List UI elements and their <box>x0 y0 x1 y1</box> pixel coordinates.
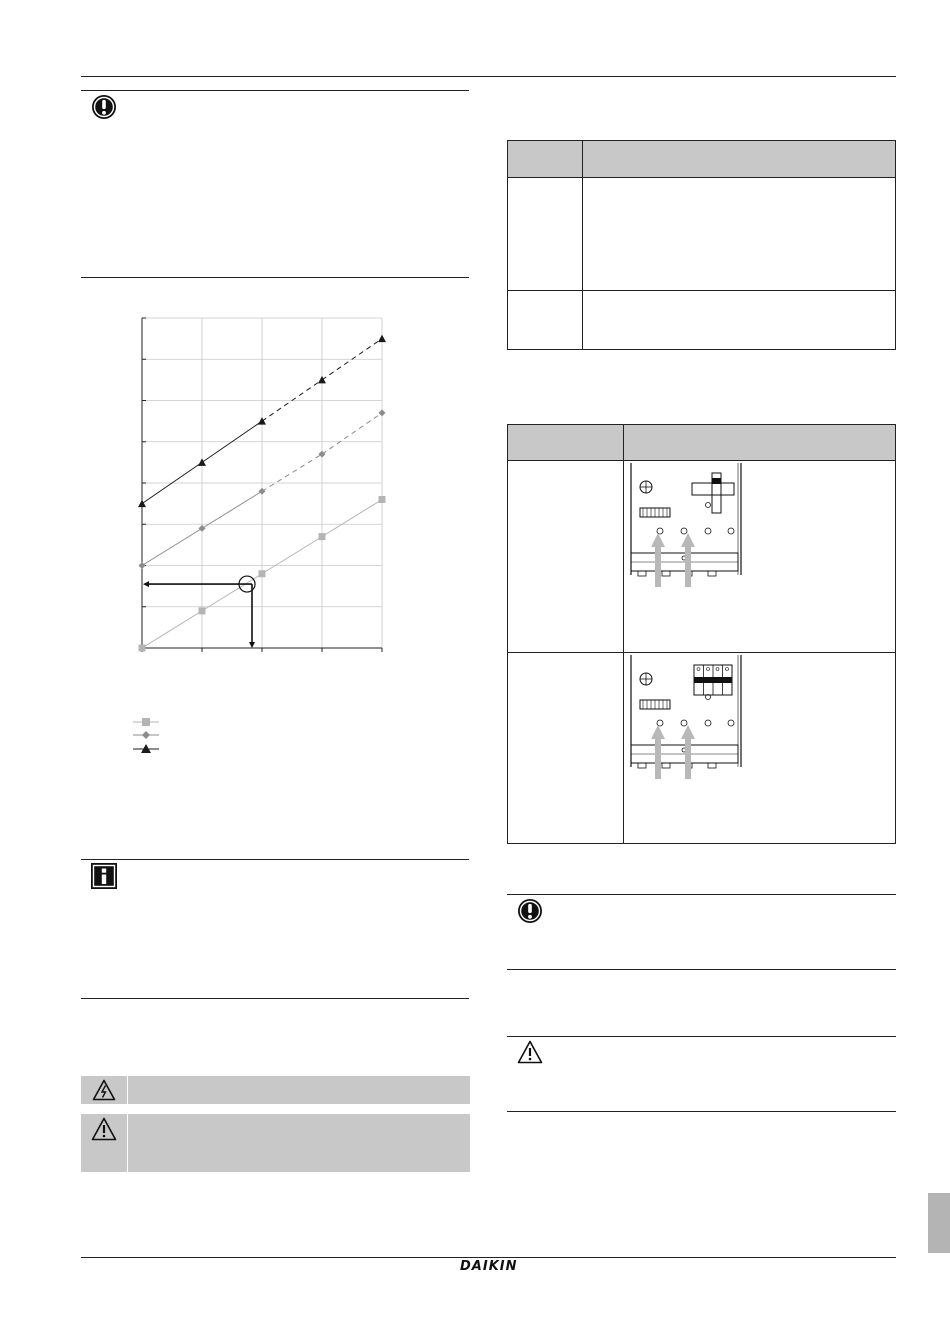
brand-logo: DAIKIN <box>460 1259 518 1274</box>
footer-rule <box>81 1257 896 1258</box>
notice-icon-cell <box>81 90 127 124</box>
arrow-left-icon <box>143 581 149 587</box>
arrow-up-icon <box>651 725 665 779</box>
data-point-diamond <box>199 525 206 532</box>
electric-icon-cell <box>81 1076 127 1104</box>
table-cell <box>508 291 583 350</box>
series-0-segment <box>142 611 202 648</box>
danger-electric-band <box>81 1076 470 1104</box>
data-point-triangle <box>258 417 266 425</box>
warning-icon-divider <box>127 1114 128 1172</box>
notice-box-2-top-rule <box>507 894 896 895</box>
chart <box>130 310 400 660</box>
table-header-row <box>508 141 896 178</box>
spec-table-1 <box>507 140 896 350</box>
series-1-segment <box>202 491 262 528</box>
exclamation-circle-icon <box>517 898 543 924</box>
table-cell <box>583 291 896 350</box>
table-cell <box>624 461 896 653</box>
data-point-square <box>259 570 266 577</box>
information-icon <box>90 862 118 890</box>
data-point-square <box>199 607 206 614</box>
legend-entry-triangle <box>133 744 159 753</box>
warning-icon-cell <box>81 1114 127 1144</box>
switchbox-multi-breaker-illustration <box>626 655 751 781</box>
series-0-segment <box>262 537 322 574</box>
warning-box-top-rule <box>507 1036 896 1037</box>
table-cell <box>583 178 896 291</box>
data-point-triangle <box>138 500 146 508</box>
data-point-diamond <box>139 562 146 569</box>
table-header-cell <box>508 141 583 178</box>
notice-box-bottom-rule <box>81 277 469 278</box>
data-point-square <box>139 645 146 652</box>
arrow-up-icon <box>651 533 665 587</box>
warning-box-bottom-rule <box>507 1111 896 1112</box>
series-1-segment <box>262 454 322 491</box>
data-point-square <box>379 496 386 503</box>
warning-band <box>81 1114 470 1172</box>
danger-electric-icon-divider <box>127 1076 128 1104</box>
notice-box-top-rule <box>81 90 469 91</box>
table-cell <box>508 653 624 844</box>
table-row <box>508 653 896 844</box>
table-row <box>508 291 896 350</box>
chart-legend <box>130 715 170 757</box>
table-row <box>508 461 896 653</box>
warning-triangle-icon <box>517 1040 543 1064</box>
series-1-segment <box>322 413 382 454</box>
table-header-cell <box>624 425 896 461</box>
arrow-down-icon <box>249 642 255 648</box>
table-cell <box>508 178 583 291</box>
switchbox-single-breaker-illustration <box>626 463 751 589</box>
table-header-cell <box>583 141 896 178</box>
header-rule <box>81 76 896 77</box>
data-point-diamond <box>319 451 326 458</box>
table-cell <box>624 653 896 844</box>
data-point-diamond <box>259 488 266 495</box>
data-point-square <box>319 533 326 540</box>
warning-icon-cell-2 <box>507 1037 553 1067</box>
data-point-triangle <box>198 458 206 466</box>
notice-box-2-bottom-rule <box>507 969 896 970</box>
table-cell <box>508 461 624 653</box>
chart-grid <box>142 318 382 652</box>
table-header-row <box>508 425 896 461</box>
exclamation-circle-icon <box>91 94 117 120</box>
info-icon-cell <box>81 860 127 892</box>
data-point-triangle <box>378 335 386 343</box>
info-box-bottom-rule <box>81 998 469 999</box>
series-0-segment <box>322 500 382 537</box>
table-row <box>508 178 896 291</box>
table-header-cell <box>508 425 624 461</box>
info-box-top-rule <box>81 859 469 860</box>
section-tab <box>928 1193 950 1253</box>
electric-hazard-icon <box>92 1079 116 1101</box>
warning-triangle-icon <box>91 1117 117 1141</box>
wiring-table <box>507 424 896 844</box>
legend-entry-square <box>133 718 159 726</box>
data-point-triangle <box>318 376 326 384</box>
series-1-segment <box>142 528 202 565</box>
notice-icon-cell-2 <box>507 895 553 927</box>
legend-entry-diamond <box>133 731 159 739</box>
data-point-diamond <box>379 409 386 416</box>
